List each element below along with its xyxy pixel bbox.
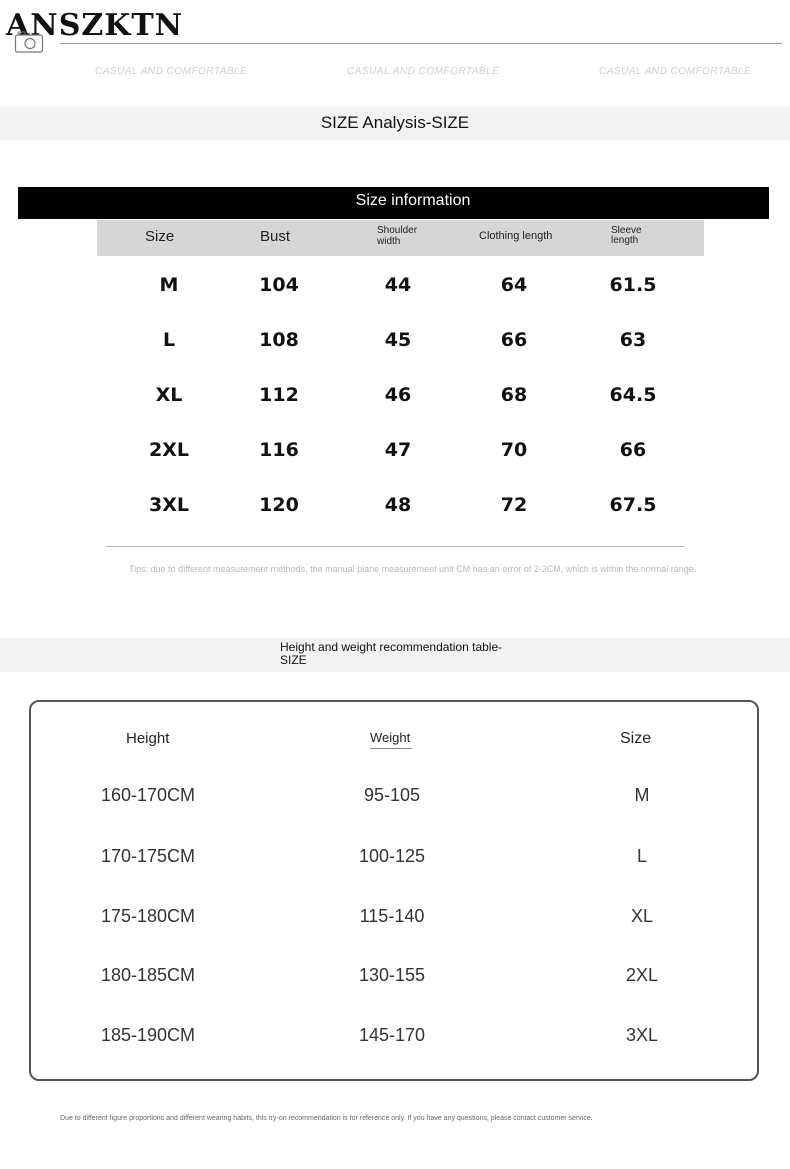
header-shoulder-width	[377, 225, 417, 247]
size-cell: M	[159, 274, 179, 296]
tagline: CASUAL AND COMFORTABLE	[95, 66, 248, 77]
size-cell: 3XL	[625, 1025, 659, 1045]
header-size: Size	[620, 730, 652, 747]
tagline: CASUAL AND COMFORTABLE	[599, 66, 752, 77]
size-cell: 2XL	[149, 439, 189, 461]
height-cell: 180-185CM	[100, 965, 196, 985]
bust-cell: 112	[259, 384, 299, 406]
recommendation-footnote: Due to different figure proportions and different wearing habits, this try-on recommendation is for reference only. If you have any questions, please contact customer service.	[60, 1115, 593, 1122]
length-cell: 64	[500, 274, 528, 296]
header-sleeve-length	[611, 226, 642, 246]
shoulder-cell: 47	[384, 439, 412, 461]
sleeve-cell: 67.5	[609, 494, 657, 516]
recommendation-title-line1: Height and weight recommendation table-	[280, 640, 503, 654]
shoulder-cell: 44	[384, 274, 412, 296]
bust-cell: 108	[259, 329, 299, 351]
recommendation-table	[29, 700, 759, 1081]
size-cell: XL	[155, 384, 183, 406]
table-divider	[106, 546, 684, 547]
sleeve-cell: 63	[619, 329, 647, 351]
header-sleeve-line1: Sleeve	[611, 225, 642, 236]
header-size: Size	[145, 228, 175, 245]
size-cell: 3XL	[149, 494, 189, 516]
section-title: SIZE Analysis-SIZE	[320, 113, 470, 132]
recommendation-title	[280, 641, 520, 667]
header-bust: Bust	[260, 228, 291, 245]
sleeve-cell: 64.5	[609, 384, 657, 406]
size-cell: L	[636, 846, 647, 866]
recommendation-title-line2: SIZE	[280, 653, 307, 667]
weight-cell: 100-125	[358, 846, 426, 866]
header-shoulder-line1: Shoulder	[377, 225, 418, 236]
height-cell: 185-190CM	[100, 1025, 196, 1045]
size-cell: 2XL	[625, 965, 659, 985]
size-table-title: Size information	[355, 192, 471, 209]
shoulder-cell: 48	[384, 494, 412, 516]
height-cell: 175-180CM	[100, 906, 196, 926]
header-shoulder-line2: width	[377, 236, 401, 247]
camera-icon	[14, 30, 44, 54]
height-cell: 170-175CM	[100, 846, 196, 866]
brand-logo: ANSZKTN	[6, 8, 184, 43]
length-cell: 70	[500, 439, 528, 461]
sleeve-cell: 61.5	[609, 274, 657, 296]
weight-cell: 145-170	[358, 1025, 426, 1045]
header-weight: Weight	[370, 730, 411, 745]
bust-cell: 120	[259, 494, 299, 516]
length-cell: 72	[500, 494, 528, 516]
size-cell: L	[162, 329, 176, 351]
bust-cell: 116	[259, 439, 299, 461]
size-cell: M	[634, 785, 650, 805]
length-cell: 66	[500, 329, 528, 351]
tagline: CASUAL AND COMFORTABLE	[347, 66, 500, 77]
measurement-tips: Tips: due to different measurement methods, the manual plane measurement unit CM has an error of 2-3CM, which is within the normal range.	[129, 564, 697, 574]
header-clothing-length: Clothing length	[479, 230, 553, 242]
height-cell: 160-170CM	[100, 785, 196, 805]
size-cell: XL	[630, 906, 654, 926]
weight-cell: 115-140	[359, 906, 425, 926]
weight-underline	[370, 748, 412, 749]
weight-cell: 95-105	[363, 785, 421, 805]
shoulder-cell: 45	[384, 329, 412, 351]
sleeve-cell: 66	[619, 439, 647, 461]
header-height: Height	[126, 730, 170, 747]
weight-cell: 130-155	[358, 965, 426, 985]
shoulder-cell: 46	[384, 384, 412, 406]
length-cell: 68	[500, 384, 528, 406]
bust-cell: 104	[259, 274, 299, 296]
header-divider	[60, 43, 782, 44]
header-sleeve-line2: length	[611, 235, 639, 246]
